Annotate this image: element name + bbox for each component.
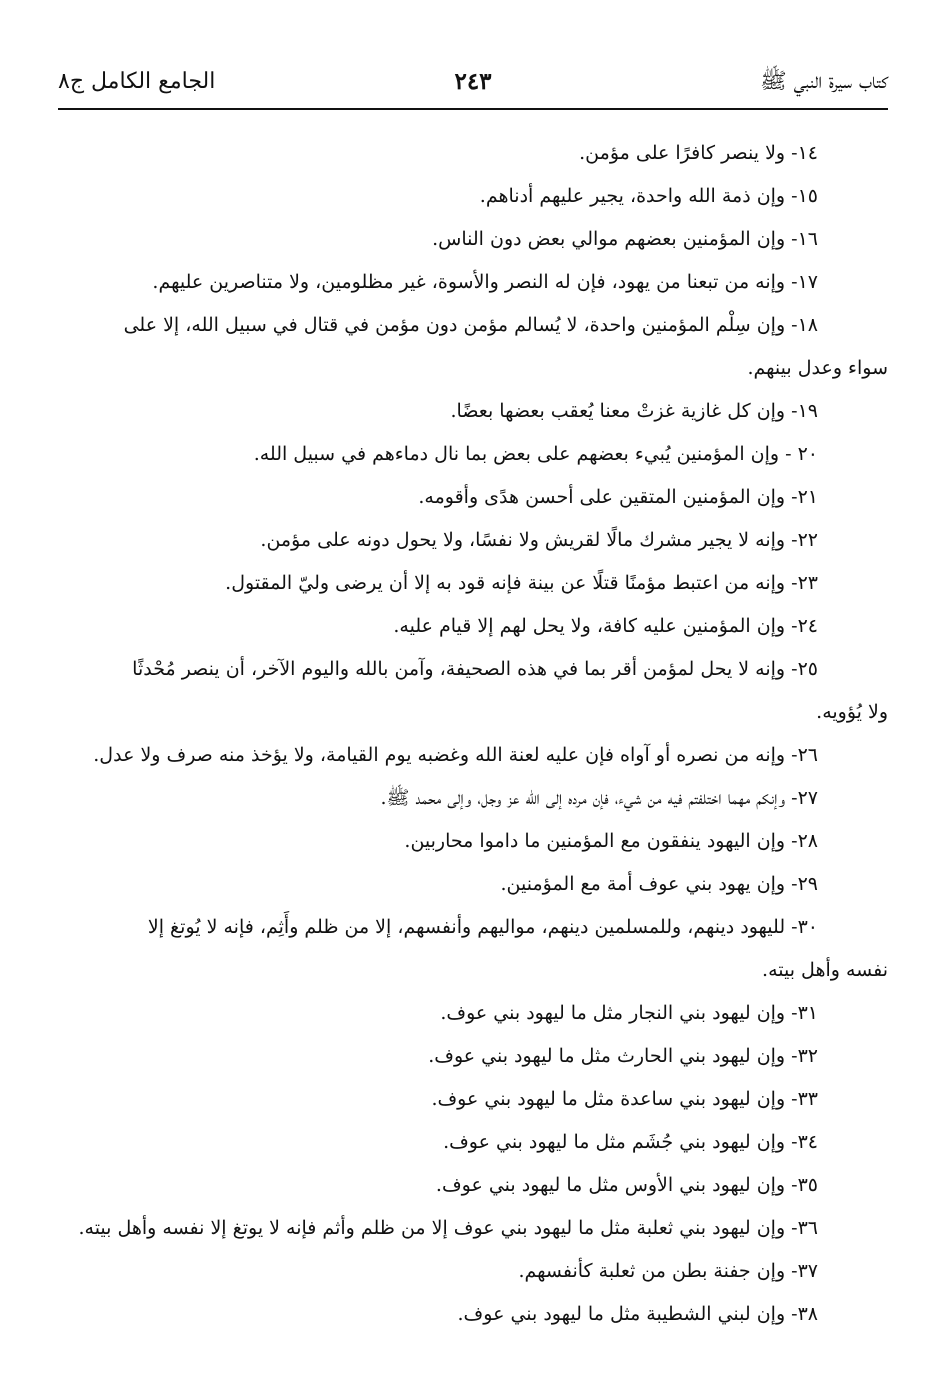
clause-text: ٣٠- لليهود دينهم، وللمسلمين دينهم، مواليهم وأنفسهم، إلا من ظلم وأَثِم، فإنه لا يُوتغ إلا	[147, 916, 818, 938]
clause-27	[58, 777, 888, 820]
clause-text: ٢٨- وإن اليهود ينفقون مع المؤمنين ما داموا محاربين.	[404, 830, 818, 852]
clause-text: ١٧- وإنه من تبعنا من يهود، فإن له النصر والأسوة، غير مظلومين، ولا متناصرين عليهم.	[152, 271, 818, 293]
clause-continuation: نفسه وأهل بيته.	[762, 959, 888, 981]
clause-continuation: ولا يُؤويه.	[816, 701, 888, 723]
clause-text: ١٥- وإن ذمة الله واحدة، يجير عليهم أدناهم.	[479, 185, 818, 207]
clause-text: ٣٥- وإن ليهود بني الأوس مثل ما ليهود بني عوف.	[435, 1174, 818, 1196]
clause-17	[58, 261, 888, 304]
clause-29	[58, 863, 888, 906]
clause-text: ١٩- وإن كل غازية غزتْ معنا يُعقب بعضها بعضًا.	[450, 400, 818, 422]
clause-32	[58, 1035, 888, 1078]
clause-text: ٢٥- وإنه لا يحل لمؤمن أقر بما في هذه الصحيفة، وآمن بالله واليوم الآخر، أن ينصر مُحْدثًا	[132, 658, 818, 680]
clause-20	[58, 433, 888, 476]
clause-text: ٢٩- وإن يهود بني عوف أمة مع المؤمنين.	[500, 873, 818, 895]
clause-text: ١٦- وإن المؤمنين بعضهم موالي بعض دون الناس.	[432, 228, 818, 250]
header-rule	[58, 108, 888, 110]
clause-19	[58, 390, 888, 433]
clause-36	[58, 1207, 888, 1250]
clause-text: ٣٧- وإن جفنة بطن من ثعلبة كأنفسهم.	[518, 1260, 818, 1282]
page-header	[58, 62, 888, 102]
clause-continuation: سواء وعدل بينهم.	[747, 357, 888, 379]
clause-text: ٣٣- وإن ليهود بني ساعدة مثل ما ليهود بني عوف.	[431, 1088, 818, 1110]
clause-26	[58, 734, 888, 777]
clause-33	[58, 1078, 888, 1121]
clause-text: ١٤- ولا ينصر كافرًا على مؤمن.	[579, 142, 818, 164]
clause-35	[58, 1164, 888, 1207]
clause-text: ٣٤- وإن ليهود بني جُشَم مثل ما ليهود بني عوف.	[443, 1131, 818, 1153]
clause-18	[58, 304, 888, 390]
clause-text: ٣٦- وإن ليهود بني ثعلبة مثل ما ليهود بني عوف إلا من ظلم وأثم فإنه لا يوتغ إلا نفسه وأهل بيته.	[78, 1217, 818, 1239]
clause-text: ١٨- وإن سِلْم المؤمنين واحدة، لا يُسالم مؤمن دون مؤمن في قتال في سبيل الله، إلا على	[123, 314, 818, 336]
page-number: ٢٤٣	[454, 68, 492, 95]
clause-text: ٢٧- وإنكم مهما اختلفتم فيه من شيء، فإن مرده إلى الله عز وجل، وإلى محمد ﷺ.	[380, 787, 818, 809]
clause-34	[58, 1121, 888, 1164]
page-content	[58, 132, 888, 1336]
clause-text: ٣١- وإن ليهود بني النجار مثل ما ليهود بني عوف.	[440, 1002, 818, 1024]
clause-24	[58, 605, 888, 648]
clause-37	[58, 1250, 888, 1293]
clause-text: ٢١- وإن المؤمنين المتقين على أحسن هدًى وأقومه.	[418, 486, 818, 508]
clause-28	[58, 820, 888, 863]
clause-text: ٢٦- وإنه من نصره أو آواه فإن عليه لعنة الله وغضبه يوم القيامة، ولا يؤخذ منه صرف ولا عدل.	[93, 744, 818, 766]
clause-22	[58, 519, 888, 562]
clause-text: ٣٢- وإن ليهود بني الحارث مثل ما ليهود بني عوف.	[428, 1045, 818, 1067]
clause-15	[58, 175, 888, 218]
book-title: كتاب سيرة النبي ﷺ	[760, 69, 888, 94]
clause-25	[58, 648, 888, 734]
clause-text: ٢٤- وإن المؤمنين عليه كافة، ولا يحل لهم إلا قيام عليه.	[393, 615, 818, 637]
clause-text: ٣٨- وإن لبني الشطيبة مثل ما ليهود بني عوف.	[457, 1303, 818, 1325]
clause-text: ٢٣- وإنه من اعتبط مؤمنًا قتلًا عن بينة فإنه قود به إلا أن يرضى وليّ المقتول.	[225, 572, 818, 594]
clause-16	[58, 218, 888, 261]
clause-31	[58, 992, 888, 1035]
clause-38	[58, 1293, 888, 1336]
clause-23	[58, 562, 888, 605]
volume-title: الجامع الكامل ج٨	[58, 69, 216, 94]
clause-30	[58, 906, 888, 992]
clause-14	[58, 132, 888, 175]
clause-text: ٢٠ - وإن المؤمنين يُبيء بعضهم على بعض بما نال دماءهم في سبيل الله.	[253, 443, 818, 465]
clause-21	[58, 476, 888, 519]
clause-text: ٢٢- وإنه لا يجير مشرك مالًا لقريش ولا نفسًا، ولا يحول دونه على مؤمن.	[260, 529, 818, 551]
